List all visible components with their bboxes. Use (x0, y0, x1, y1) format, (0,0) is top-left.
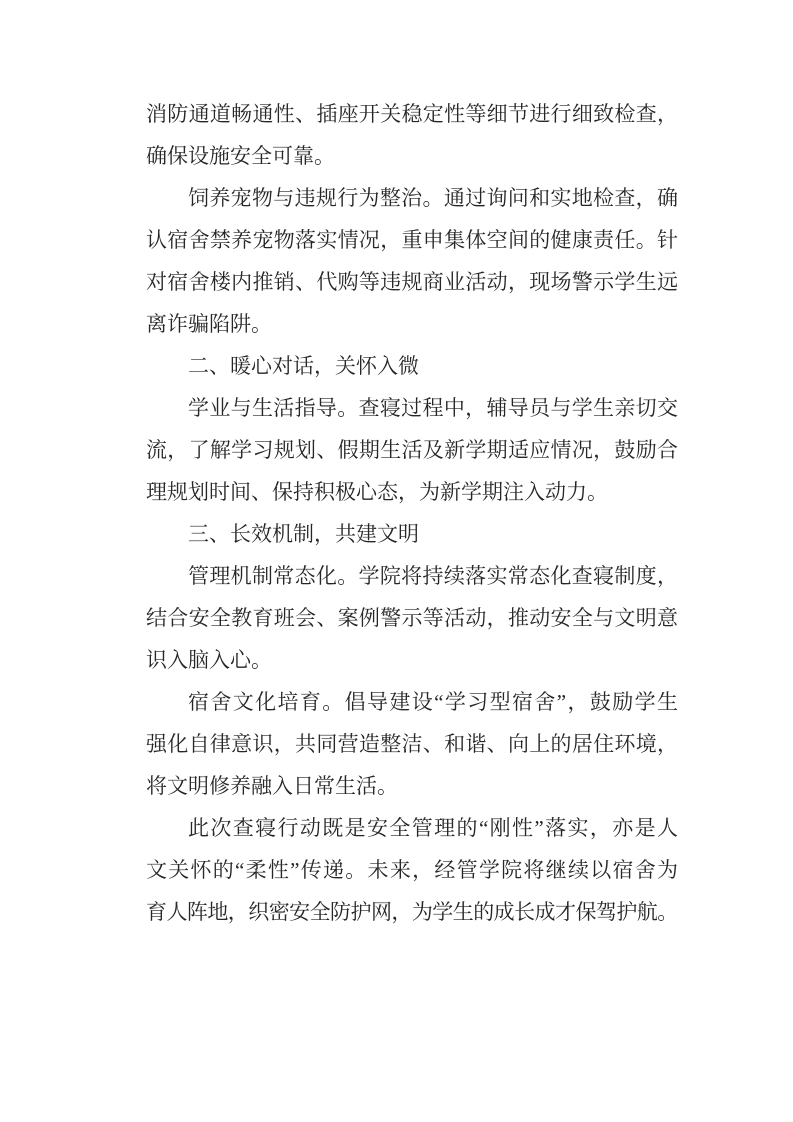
text-line: 此次查寝行动既是安全管理的“刚性”落实，亦是人 (188, 816, 678, 840)
text-line: 宿舍文化培育。倡导建设“学习型宿舍”，鼓励学生 (188, 690, 678, 714)
text-line: 消防通道畅通性、插座开关稳定性等细节进行细致检查， (146, 102, 678, 126)
text-line: 认宿舍禁养宠物落实情况，重申集体空间的健康责任。针 (146, 228, 678, 252)
text-line: 识入脑入心。 (146, 648, 272, 672)
text-line: 二、暖心对话，关怀入微 (188, 354, 419, 378)
text-line: 管理机制常态化。学院将持续落实常态化查寝制度， (188, 564, 678, 588)
body-paragraph (146, 177, 678, 345)
text-line: 强化自律意识，共同营造整洁、和谐、向上的居住环境， (146, 732, 678, 756)
text-line: 育人阵地，织密安全防护网，为学生的成长成才保驾护航。 (146, 900, 678, 924)
body-paragraph (146, 807, 678, 933)
text-line: 学业与生活指导。查寝过程中，辅导员与学生亲切交 (188, 396, 678, 420)
document-body (146, 93, 678, 933)
body-paragraph (146, 93, 678, 177)
text-line: 结合安全教育班会、案例警示等活动，推动安全与文明意 (146, 606, 678, 630)
text-line: 流，了解学习规划、假期生活及新学期适应情况，鼓励合 (146, 438, 678, 462)
body-paragraph (146, 387, 678, 513)
text-line: 文关怀的“柔性”传递。未来，经管学院将继续以宿舍为 (146, 858, 678, 882)
text-line: 三、长效机制，共建文明 (188, 522, 419, 546)
text-line: 理规划时间、保持积极心态，为新学期注入动力。 (146, 480, 608, 504)
body-paragraph (146, 555, 678, 681)
body-paragraph (146, 681, 678, 807)
text-line: 确保设施安全可靠。 (146, 144, 335, 168)
text-line: 对宿舍楼内推销、代购等违规商业活动，现场警示学生远 (146, 270, 678, 294)
section-heading (146, 345, 678, 387)
text-line: 离诈骗陷阱。 (146, 312, 272, 336)
section-heading (146, 513, 678, 555)
text-line: 饲养宠物与违规行为整治。通过询问和实地检查，确 (188, 186, 678, 210)
text-line: 将文明修养融入日常生活。 (146, 774, 398, 798)
